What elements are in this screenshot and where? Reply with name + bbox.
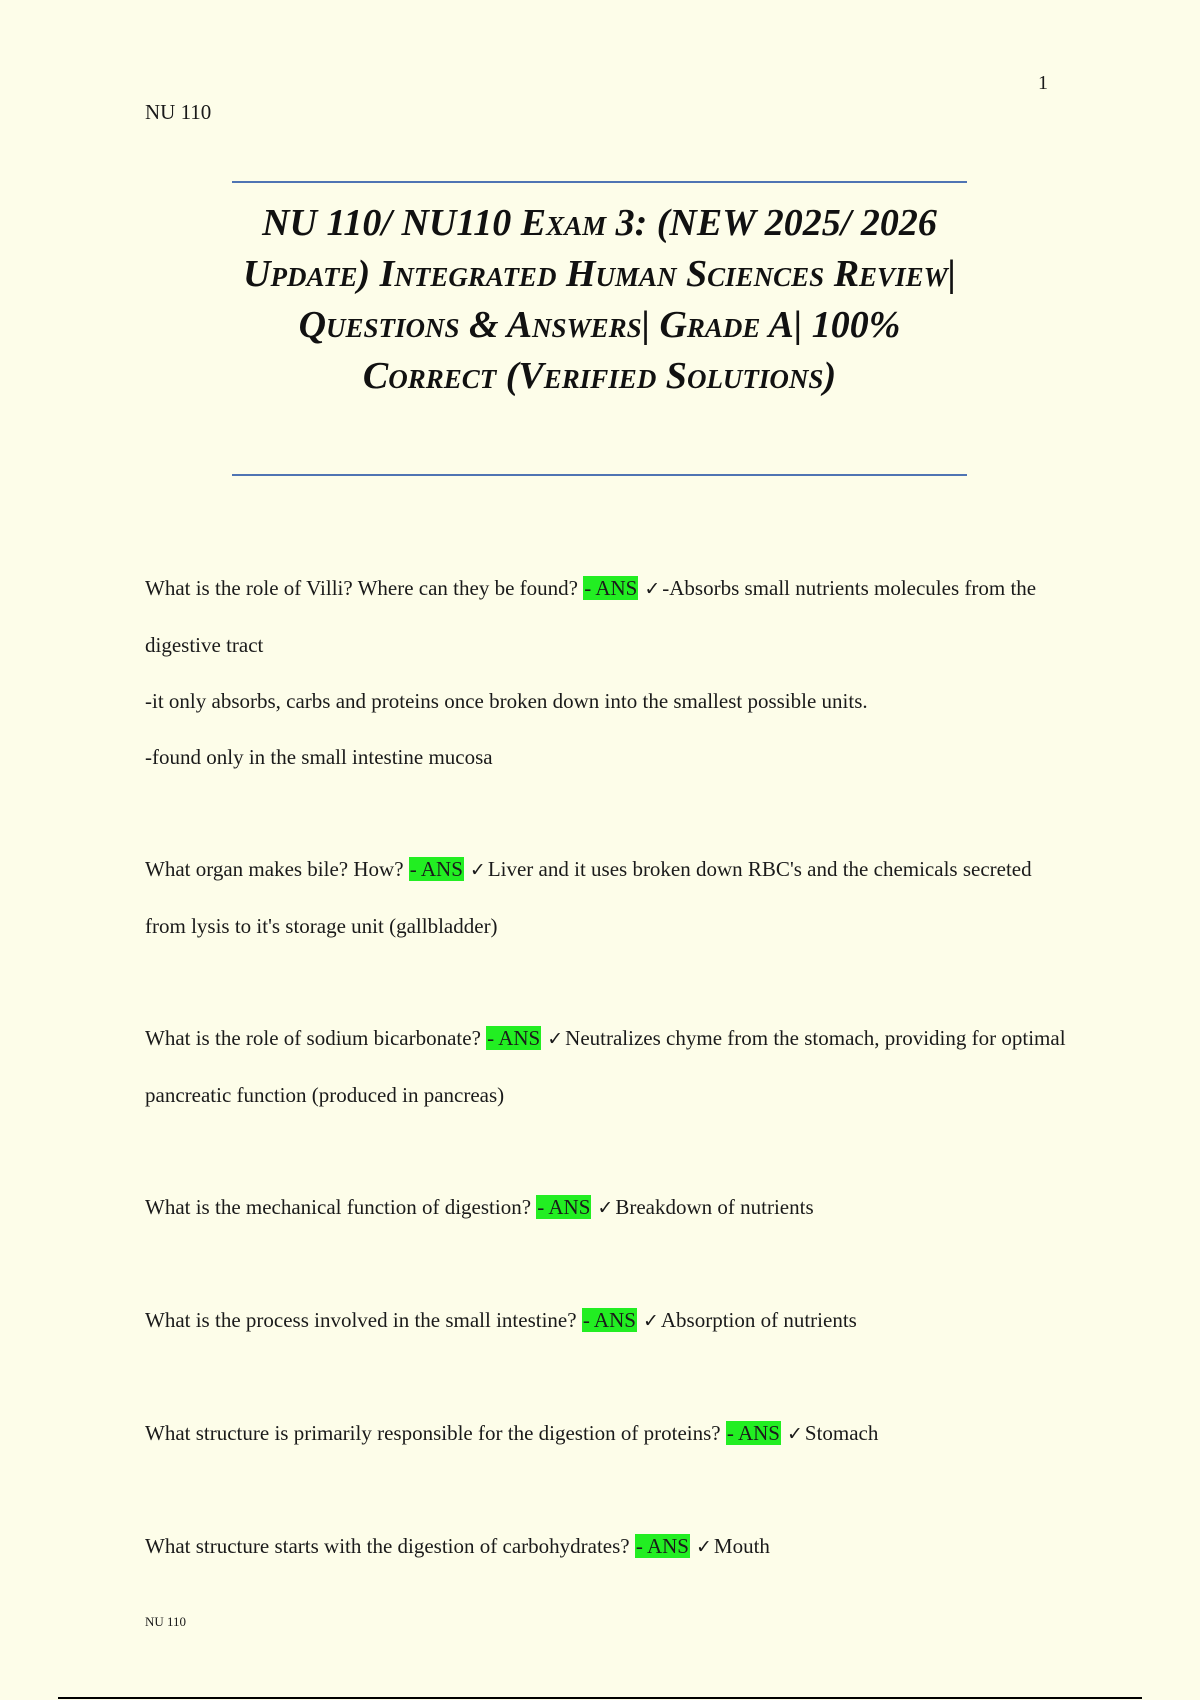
qa-list: [145, 560, 1075, 1575]
ans-highlight: - ANS: [487, 1026, 541, 1050]
title-top-rule: [232, 181, 967, 183]
footer-rule: [58, 1697, 1142, 1699]
question-text: What is the process involved in the small intestine?: [145, 1308, 577, 1332]
answer-text: Stomach: [804, 1421, 879, 1445]
question-text: What organ makes bile? How?: [145, 857, 404, 881]
document-title: NU 110/ NU110 Exam 3: (NEW 2025/ 2026 Update) Integrated Human Sciences Review| Questions & Answers| Grade A| 100% Correct (Verified Solutions): [243, 202, 956, 397]
footer-course-code: NU 110: [145, 1614, 187, 1629]
qa-item: [145, 1292, 1075, 1349]
ans-highlight: - ANS: [409, 857, 463, 881]
ans-highlight: - ANS: [582, 1308, 636, 1332]
check-icon: ✓: [695, 1536, 712, 1558]
question-text: What is the role of Villi? Where can they be found?: [145, 576, 578, 600]
qa-item: [145, 1518, 1075, 1575]
qa-item: [145, 1010, 1075, 1123]
check-icon: ✓: [469, 859, 486, 881]
ans-highlight: - ANS: [584, 576, 638, 600]
answer-text: -Absorbs small nutrients molecules from the digestive tract: [145, 576, 1037, 657]
answer-text: -it only absorbs, carbs and proteins once broken down into the smallest possible units.: [145, 689, 868, 713]
question-text: What structure is primarily responsible for the digestion of proteins?: [145, 1421, 721, 1445]
check-icon: ✓: [642, 1310, 659, 1332]
header-course-code: NU 110: [145, 100, 212, 124]
ans-highlight: - ANS: [635, 1534, 689, 1558]
title-bottom-rule: [232, 474, 967, 476]
question-text: What is the mechanical function of digestion?: [145, 1195, 532, 1219]
ans-highlight: - ANS: [537, 1195, 591, 1219]
answer-text: Breakdown of nutrients: [615, 1195, 814, 1219]
page-number: 1: [1038, 72, 1048, 94]
question-text: What is the role of sodium bicarbonate?: [145, 1026, 481, 1050]
ans-highlight: - ANS: [726, 1421, 780, 1445]
answer-text: Neutralizes chyme from the stomach, providing for optimal pancreatic function (produced in pancreas): [145, 1026, 1066, 1107]
qa-item: [145, 1405, 1075, 1462]
qa-item: [145, 560, 1075, 785]
check-icon: ✓: [547, 1028, 564, 1050]
answer-text: Liver and it uses broken down RBC's and the chemicals secreted from lysis to it's storage unit (gallbladder): [145, 857, 1032, 938]
answer-text: -found only in the small intestine mucosa: [145, 745, 493, 769]
answer-text: Mouth: [713, 1534, 770, 1558]
qa-item: [145, 1179, 1075, 1236]
check-icon: ✓: [786, 1423, 803, 1445]
qa-item: [145, 841, 1075, 954]
answer-text: Absorption of nutrients: [660, 1308, 857, 1332]
question-text: What structure starts with the digestion of carbohydrates?: [145, 1534, 630, 1558]
check-icon: ✓: [644, 578, 661, 600]
check-icon: ✓: [597, 1197, 614, 1219]
